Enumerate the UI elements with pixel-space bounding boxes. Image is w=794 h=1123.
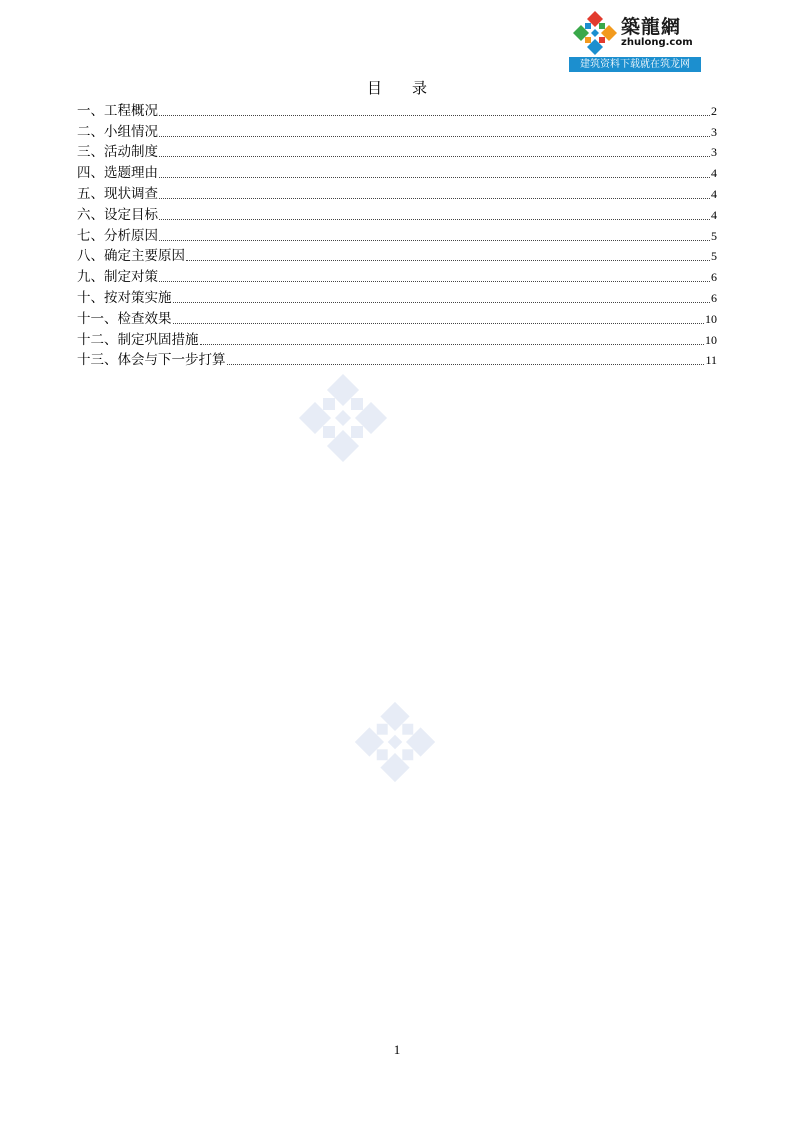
zhulong-logo-mark-icon bbox=[572, 10, 618, 56]
toc-entry-label: 六、设定目标 bbox=[77, 206, 158, 223]
page-number: 1 bbox=[393, 1042, 401, 1057]
toc-dot-leader bbox=[173, 301, 711, 303]
toc-dot-leader bbox=[159, 197, 710, 199]
toc-entry-page: 4 bbox=[711, 166, 717, 181]
toc-entry-page: 4 bbox=[711, 207, 717, 222]
toc-entry-label: 十一、检查效果 bbox=[77, 310, 172, 327]
toc-entry-label: 十二、制定巩固措施 bbox=[77, 331, 199, 348]
toc-entry-11[interactable] bbox=[77, 307, 717, 328]
toc-entry-12[interactable] bbox=[77, 328, 717, 349]
toc-entry-label: 四、选题理由 bbox=[77, 165, 158, 182]
toc-entry-5[interactable] bbox=[77, 182, 717, 203]
toc-entry-label: 七、分析原因 bbox=[77, 227, 158, 244]
toc-dot-leader bbox=[159, 280, 710, 282]
toc-dot-leader bbox=[227, 363, 705, 365]
toc-dot-leader bbox=[200, 343, 705, 345]
toc-entry-page: 5 bbox=[711, 249, 717, 264]
toc-dot-leader bbox=[159, 135, 710, 137]
toc-dot-leader bbox=[173, 322, 705, 324]
toc-entry-label: 五、现状调查 bbox=[77, 185, 158, 202]
toc-entry-label: 十、按对策实施 bbox=[77, 289, 172, 306]
toc-entry-page: 5 bbox=[711, 228, 717, 243]
toc-entry-label: 一、工程概况 bbox=[77, 102, 158, 119]
logo-slogan: 建筑资料下载就在筑龙网 bbox=[569, 57, 701, 72]
toc-dot-leader bbox=[186, 259, 710, 261]
toc-entry-label: 八、确定主要原因 bbox=[77, 248, 185, 265]
toc-entry-page: 4 bbox=[711, 186, 717, 201]
toc-entry-page: 10 bbox=[705, 311, 717, 326]
toc-entry-10[interactable] bbox=[77, 286, 717, 307]
toc-entry-label: 二、小组情况 bbox=[77, 123, 158, 140]
toc-dot-leader bbox=[159, 239, 710, 241]
toc-entry-page: 11 bbox=[705, 353, 717, 368]
toc-entry-6[interactable] bbox=[77, 203, 717, 224]
toc-entry-7[interactable] bbox=[77, 224, 717, 245]
zhulong-logo bbox=[569, 8, 701, 72]
toc-entry-label: 十三、体会与下一步打算 bbox=[77, 352, 226, 369]
toc-entry-label: 九、制定对策 bbox=[77, 269, 158, 286]
toc-entry-page: 10 bbox=[705, 332, 717, 347]
logo-url: zhulong.com bbox=[621, 37, 693, 48]
toc-entry-9[interactable] bbox=[77, 265, 717, 286]
watermark-emblem-icon bbox=[296, 372, 390, 464]
toc-entry-1[interactable] bbox=[77, 99, 717, 120]
toc-entry-page: 6 bbox=[711, 270, 717, 285]
toc-entry-page: 3 bbox=[711, 124, 717, 139]
toc-entry-2[interactable] bbox=[77, 120, 717, 141]
toc-entry-page: 6 bbox=[711, 290, 717, 305]
toc-dot-leader bbox=[159, 114, 710, 116]
logo-brand-name: 築龍網 bbox=[621, 16, 682, 38]
toc-dot-leader bbox=[159, 176, 710, 178]
toc-entry-4[interactable] bbox=[77, 161, 717, 182]
toc-dot-leader bbox=[159, 155, 710, 157]
watermark-emblem-icon bbox=[352, 700, 438, 784]
toc-title: 目 录 bbox=[366, 79, 427, 97]
toc-entry-label: 三、活动制度 bbox=[77, 144, 158, 161]
toc-entry-page: 2 bbox=[711, 103, 717, 118]
toc-entry-8[interactable] bbox=[77, 245, 717, 266]
toc-entry-3[interactable] bbox=[77, 141, 717, 162]
table-of-contents bbox=[77, 99, 717, 369]
toc-dot-leader bbox=[159, 218, 710, 220]
toc-entry-page: 3 bbox=[711, 145, 717, 160]
toc-entry-13[interactable] bbox=[77, 349, 717, 370]
